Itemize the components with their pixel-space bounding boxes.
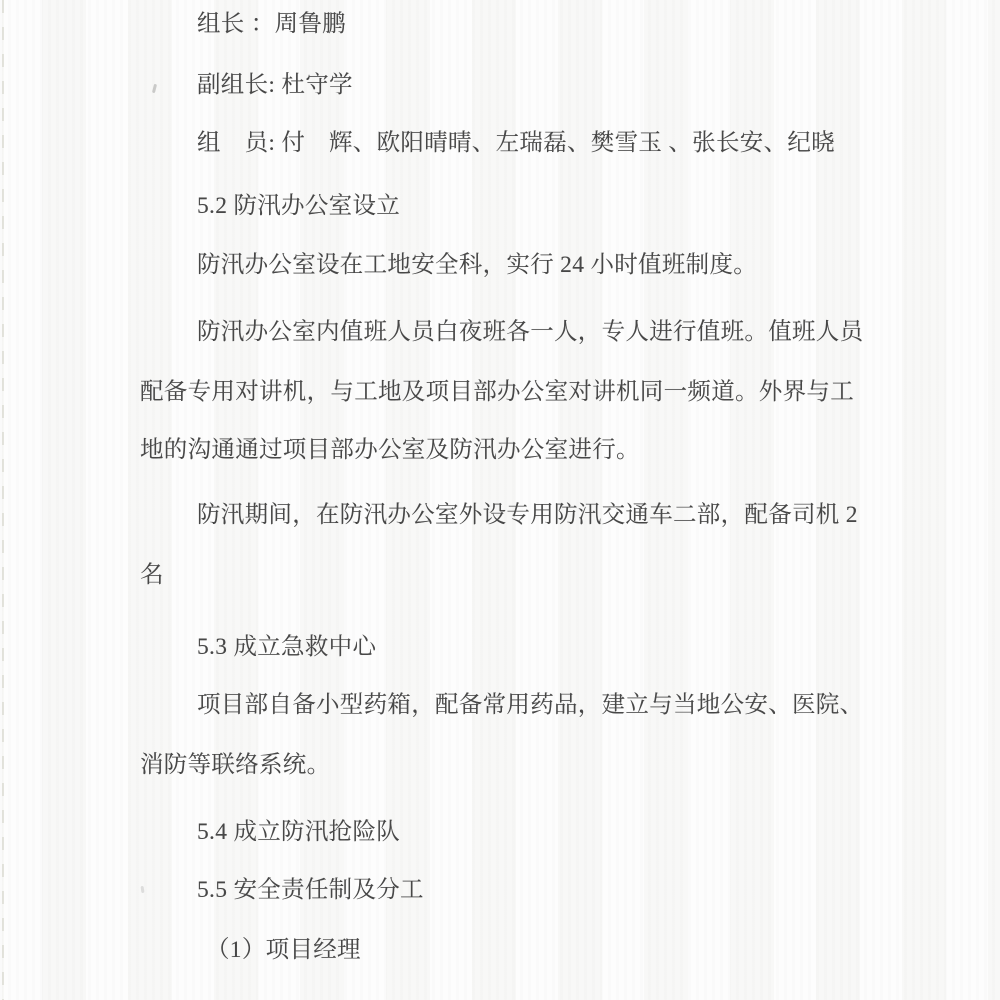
heading-5-3: 5.3 成立急救中心 [197,634,377,660]
para-rescue-line-1: 项目部自备小型药箱，配备常用药品，建立与当地公安、医院、 [197,692,864,718]
para-vehicle-line-2: 名 [140,562,164,588]
heading-5-4: 5.4 成立防汛抢险队 [197,819,401,845]
line-group-leader: 组长 ：周鲁鹏 [197,11,346,37]
line-members: 组 员: 付 辉、欧阳晴晴、左瑞磊、樊雪玉 、张长安、纪晓 [197,130,835,156]
para-duty-line-2: 配备专用对讲机，与工地及项目部办公室对讲机同一频道。外界与工 [140,379,854,405]
heading-5-2: 5.2 防汛办公室设立 [197,193,401,219]
para-vehicle-line-1: 防汛期间，在防汛办公室外设专用防汛交通车二部，配备司机 2 [197,502,858,528]
scan-edge-artifact [2,0,4,1000]
heading-5-5: 5.5 安全责任制及分工 [197,877,424,903]
para-duty-line-3: 地的沟通通过项目部办公室及防汛办公室进行。 [140,437,640,463]
line-deputy-leader: 副组长: 杜守学 [197,72,353,98]
para-office-line-1: 防汛办公室设在工地安全科，实行 24 小时值班制度。 [197,252,758,278]
para-duty-line-1: 防汛办公室内值班人员白夜班各一人，专人进行值班。值班人员 [197,319,864,345]
item-1-project-manager: （1）项目经理 [206,937,361,963]
para-rescue-line-2: 消防等联络系统。 [140,752,331,778]
